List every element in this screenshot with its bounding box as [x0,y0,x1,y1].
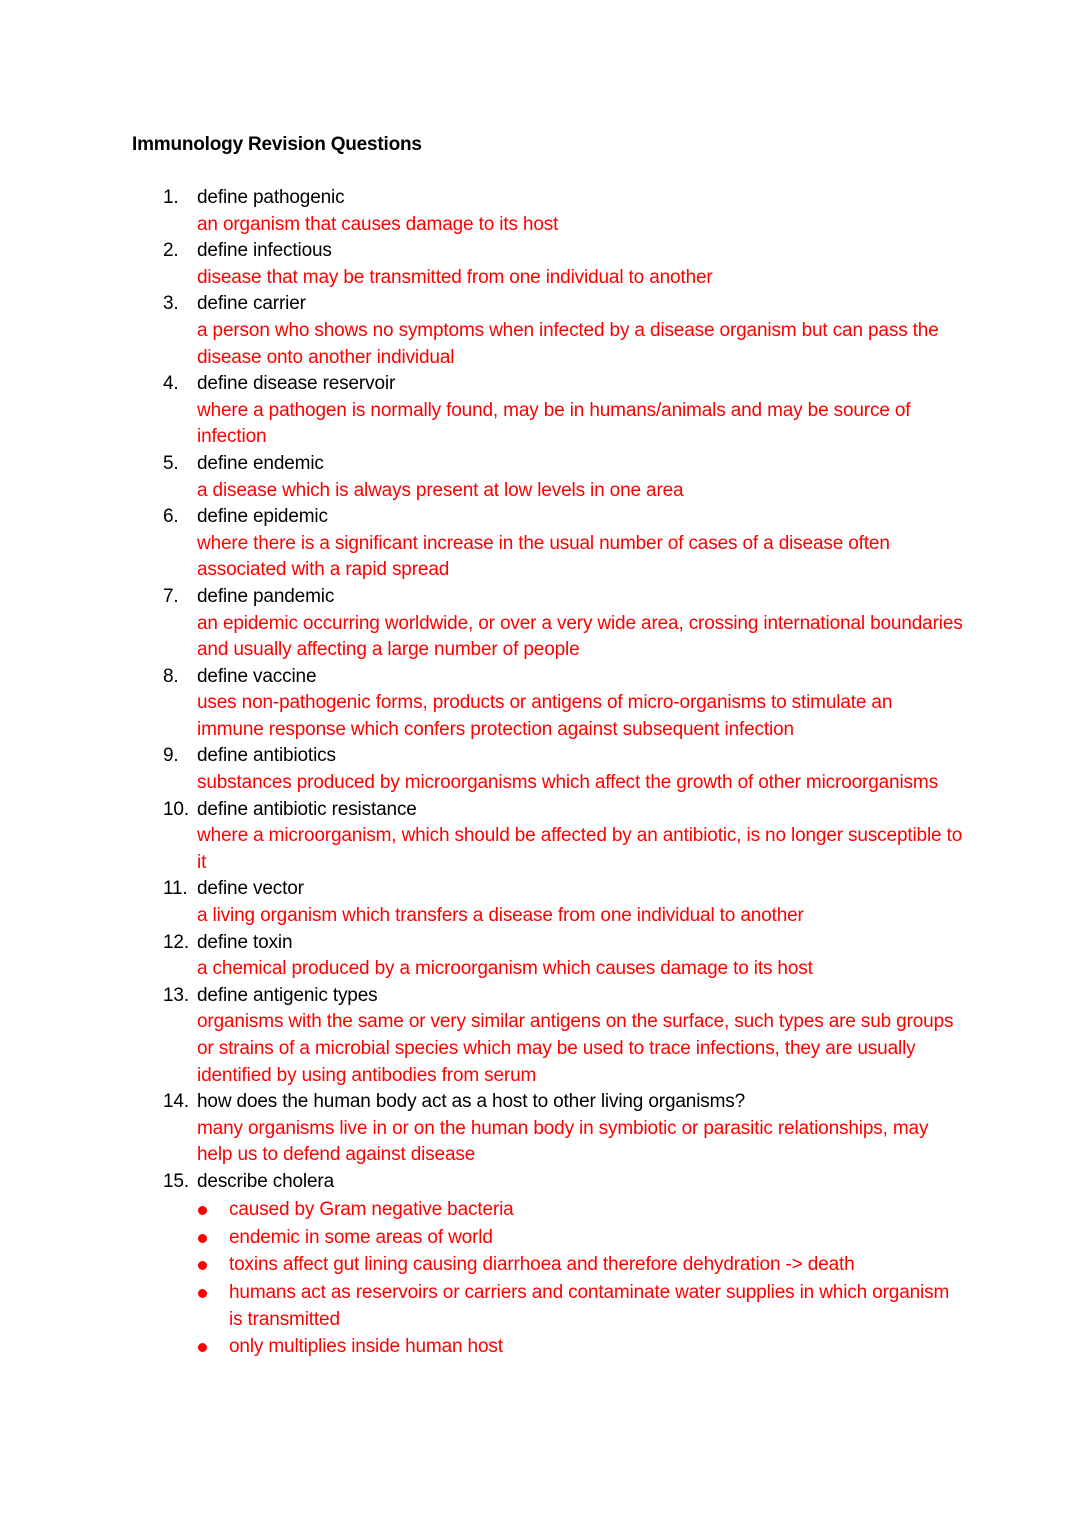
bullet-dot-icon [198,1234,207,1243]
question-number: 4. [163,373,179,395]
question-number: 15. [163,1170,189,1192]
answer-text: a disease which is always present at low levels in one area [197,479,684,501]
answer-text: a chemical produced by a microorganism which causes damage to its host [197,958,813,980]
question-text: define antibiotics [197,745,336,767]
answer-bullet [197,1280,963,1333]
question-item-15 [163,1169,963,1361]
answer-bullet [197,1197,963,1224]
bullet-dot-icon [198,1261,207,1270]
question-number: 6. [163,506,179,528]
question-text: define pathogenic [197,187,345,208]
question-text: describe cholera [197,1170,335,1192]
question-number: 2. [163,240,179,262]
bullet-text: toxins affect gut lining causing diarrhoea and therefore dehydration -> death [229,1254,855,1276]
question-item-10 [163,797,963,877]
answer-text: organisms with the same or very similar antigens on the surface, such types are sub groups or strains of a microbial species which may be used to trace infections, they are usually identified by using antibodies from serum [197,1011,954,1086]
bullet-text: humans act as reservoirs or carriers and contaminate water supplies in which organism is transmitted [229,1282,950,1330]
bullet-text: only multiplies inside human host [229,1336,503,1358]
question-text: define epidemic [197,506,328,528]
question-text: how does the human body act as a host to other living organisms? [197,1091,746,1113]
question-number: 10. [163,798,189,820]
question-text: define infectious [197,240,332,262]
answer-text: where there is a significant increase in the usual number of cases of a disease often associated with a rapid spread [197,532,890,581]
document-title: Immunology Revision Questions [132,134,422,155]
question-item-3 [163,291,963,371]
question-text: define vector [197,878,304,900]
answer-text: an epidemic occurring worldwide, or over a very wide area, crossing international boundaries and usually affecting a large number of people [197,612,963,661]
question-text: define pandemic [197,585,335,607]
answer-text: a living organism which transfers a disease from one individual to another [197,905,804,927]
question-number: 1. [163,187,179,208]
question-item-11 [163,876,963,929]
question-item-14 [163,1089,963,1169]
question-text: define disease reservoir [197,373,396,395]
question-item-12 [163,930,963,983]
question-number: 3. [163,293,179,315]
answer-text: a person who shows no symptoms when infected by a disease organism but can pass the disease onto another individual [197,319,939,368]
bullet-text: caused by Gram negative bacteria [229,1198,514,1220]
answer-bullet [197,1225,963,1252]
answer-text: an organism that causes damage to its host [197,213,559,235]
question-number: 5. [163,452,179,474]
question-text: define antigenic types [197,984,378,1006]
question-list [163,185,963,1361]
question-number: 14. [163,1091,189,1113]
question-item-5 [163,451,963,504]
question-item-9 [163,743,963,796]
question-item-7 [163,584,963,664]
answer-bullet [197,1252,963,1279]
question-number: 7. [163,585,179,607]
bullet-text: endemic in some areas of world [229,1226,493,1248]
question-item-2 [163,238,963,291]
bullet-dot-icon [198,1289,207,1298]
question-item-4 [163,371,963,451]
question-item-6 [163,504,963,584]
question-item-8 [163,664,963,744]
question-number: 11. [163,878,188,900]
question-text: define toxin [197,931,293,953]
bullet-dot-icon [198,1343,207,1352]
question-text: define endemic [197,452,324,474]
question-number: 12. [163,931,189,953]
question-item-1 [163,185,963,238]
answer-bullet-list [197,1197,963,1361]
question-text: define carrier [197,293,306,315]
question-number: 9. [163,745,179,767]
question-text: define antibiotic resistance [197,798,417,820]
question-text: define vaccine [197,665,317,687]
answer-text: where a microorganism, which should be affected by an antibiotic, is no longer susceptible to it [197,825,963,873]
answer-text: disease that may be transmitted from one individual to another [197,266,713,288]
question-number: 13. [163,984,189,1006]
answer-text: substances produced by microorganisms which affect the growth of other microorganisms [197,772,938,794]
answer-text: many organisms live in or on the human body in symbiotic or parasitic relationships, may help us to defend against disease [197,1117,929,1166]
answer-bullet [197,1334,963,1361]
answer-text: where a pathogen is normally found, may be in humans/animals and may be source of infection [197,399,911,448]
question-number: 8. [163,665,179,687]
bullet-dot-icon [198,1206,207,1215]
answer-text: uses non-pathogenic forms, products or antigens of micro-organisms to stimulate an immune response which confers protection against subsequent infection [197,692,893,740]
question-item-13 [163,983,963,1089]
